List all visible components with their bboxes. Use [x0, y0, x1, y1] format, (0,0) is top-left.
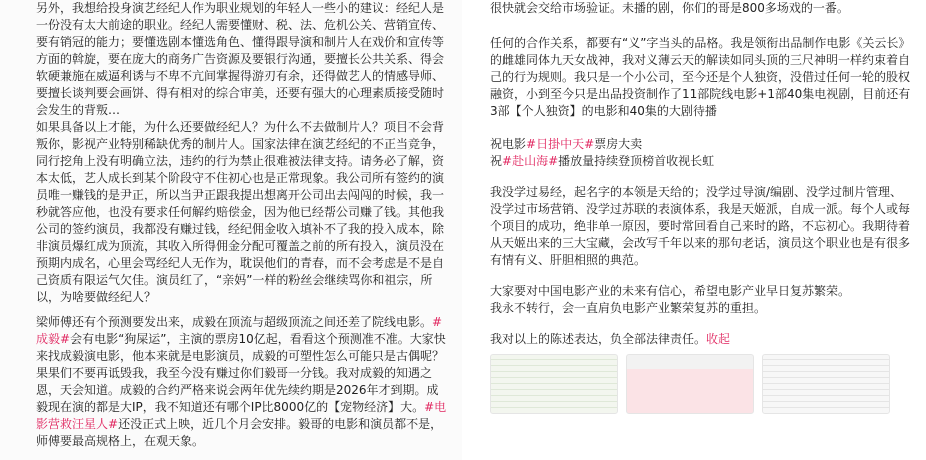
right-column — [474, 0, 926, 460]
image-thumbnails — [490, 354, 914, 414]
text: 祝 — [490, 154, 503, 168]
paragraph — [36, 314, 448, 450]
text: 祝电影 — [490, 137, 527, 151]
paragraph: 很快就会交给市场验证。未播的剧，你们的哥是800多场戏的一番。 — [490, 1, 849, 15]
text: 梁师傅还有个预测要发出来，成毅在顶流与超级顶流之间还差了院线电影。 — [36, 315, 433, 329]
paragraph: 任何的合作关系，都要有“义”字当头的品格。我是领衔出品制作电影《关云长》的雌雄同体九天女战神，我对义薄云天的解读如同头顶的三尺神明一样约束着自己的行为规则。我只是一个小公司，至今还是个人独资，没借过任何一轮的股权融资，小到至今只是出品投资制作了11部院线电影+1部40集电视剧，目前还有3部【个人独资】的电影和40集的大剧待播 — [490, 36, 911, 118]
paragraph — [490, 136, 914, 153]
text: 还没正式上映，近几个月会安排。毅哥的电影和演员都不是，师傅要最高规格上，在观天象。 — [36, 417, 443, 448]
hashtag-link[interactable]: #日掛中天# — [526, 137, 595, 151]
text: 播放量持续登顶榜首收视长虹 — [558, 154, 715, 168]
image-thumbnail[interactable] — [490, 354, 618, 414]
collapse-link[interactable]: 收起 — [706, 332, 731, 346]
paragraph — [490, 331, 914, 348]
paragraph: 另外，我想给投身演艺经纪人作为职业规划的年轻人一些小的建议：经纪人是一份没有太大前途的职业。经纪人需要懂财、税、法、危机公关、营销宣传、要有销冠的能力；要懂选剧本懂选角色、懂得跟导演和制片人在戏价和宣传等方面的斡旋，要在庞大的商务广告资源及要银行沟通，要擅长公共关系、得会软硬兼施在威逼利诱与不卑不亢间掌握得游刃有余，还得做艺人的情感导师、要擅长谈判要会画饼、得有相对的综合审美，还要有强大的心理素质接受随时会发生的背叛… — [36, 1, 445, 117]
paragraph: 我没学过易经，起名字的本领是天给的；没学过导演/编剧、没学过制片管理、没学过市场营销、没学过苏联的表演体系，我是天姬派，自成一派。每个人或每个项目的成功，绝非单一原因，要时常回看自己来时的路，不忘初心。我期待着从天姬出来的三大宝藏，会改写千年以来的那句老话，演员这个职业也是有很多有情有义、肝胆相照的典范。 — [490, 185, 911, 267]
hashtag-link[interactable]: #成毅# — [36, 315, 443, 346]
text: 会有电影“狗屎运”，主演的票房10亿起，看看这个预测准不准。大家快来找成毅演电影，他本来就是电影演员，成毅的可塑性怎么可能只是古偶呢？果果们不要再诋毁我，我至今没有赚过你们毅哥一分钱。我对成毅的知遇之恩，天会知道。成毅的合约严格来说会两年优先续约期是2026年才到期。成毅现在演的都是大IP，我不知道还有哪个IP比8000亿的【宠物经济】大。 — [36, 332, 446, 414]
paragraph — [490, 153, 914, 170]
hashtag-link[interactable]: #赴山海# — [502, 154, 559, 168]
text: 票房大卖 — [594, 137, 643, 151]
hashtag-link[interactable]: #电影营救汪星人# — [36, 400, 447, 431]
left-column — [0, 0, 462, 460]
image-thumbnail[interactable] — [626, 354, 754, 414]
image-thumbnail[interactable] — [762, 354, 890, 414]
text: 我对以上的陈述表达，负全部法律责任。 — [490, 332, 707, 346]
paragraph: 如果具备以上才能，为什么还要做经纪人？为什么不去做制片人？项目不会背叛你，影视产业特别稀缺优秀的制片人。国家法律在演艺经纪的不正当竞争，同行挖角上没有明确立法，违约的行为禁止很难被法律支持。请务必了解，资本太低，艺人成长到某个阶段守不住初心也是正常现象。我公司所有签约的演员唯一赚钱的是尹正，所以当尹正跟我提出想离开公司出去闯闯的时候，我一秒就答应他，也没有要求任何解约赔偿金，因为他已经帮公司赚了钱。其他我公司的签约演员，我都没有赚过钱，经纪佣金收入填补不了我的投入成本，除非演员爆红成为顶流，其收入所得佣金分配可覆盖之前的所有投入，演员没在预期内成名，心里会骂经纪人无作为，耽误他们的青春，而不会考虑是不是自己资质有限运气欠佳。演员红了，“亲妈”一样的粉丝会继续骂你和祖宗，所以，为啥要做经纪人？ — [36, 120, 445, 304]
paragraph: 我永不转行，会一直肩负电影产业繁荣复苏的重担。 — [490, 301, 767, 315]
paragraph: 大家要对中国电影产业的未来有信心，希望电影产业早日复苏繁荣。 — [490, 284, 851, 298]
